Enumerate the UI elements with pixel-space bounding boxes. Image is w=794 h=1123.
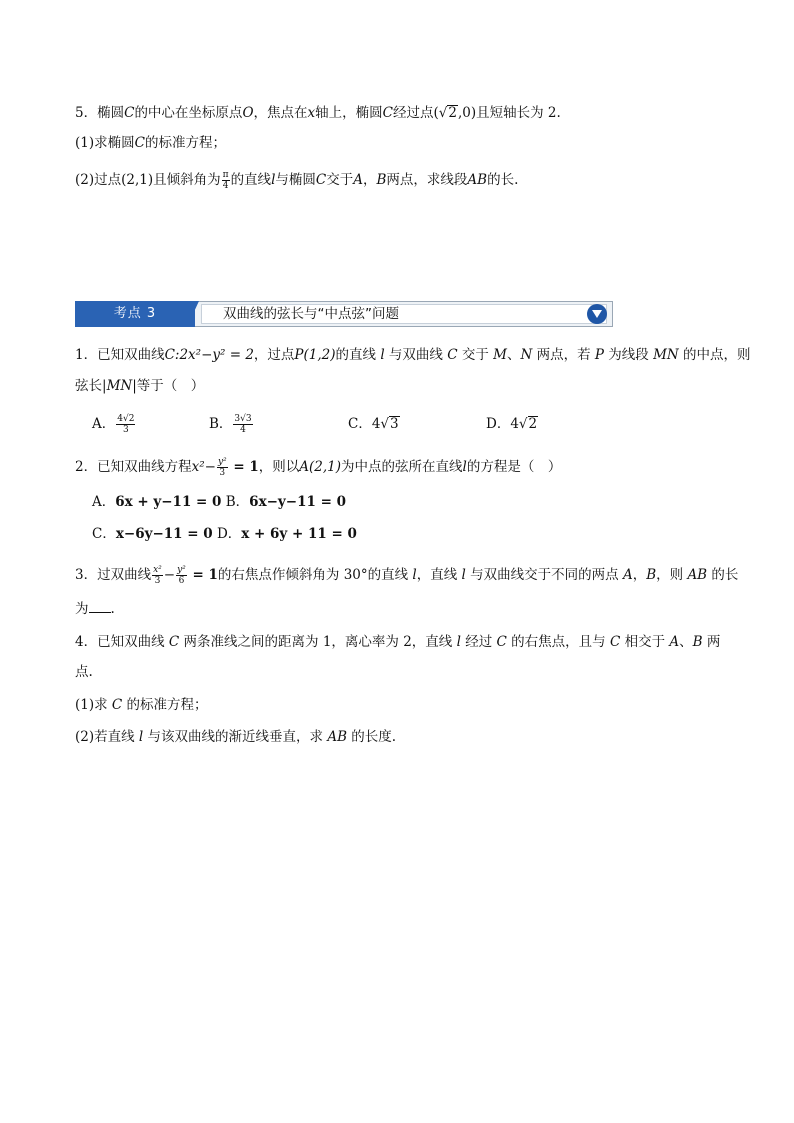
p4-part2: (2)若直线 l 与该双曲线的渐近线垂直，求 AB 的长度. [75,729,397,745]
sqrt-symbol: √2 [438,105,457,121]
sqrt-symbol: √2 [518,416,538,432]
p2-statement: 2．已知双曲线方程x²− $\frac{\text{y²}}{3}$ = 1，则以A(2,1)为中点的弦所在直线l的方程是（ ） [75,457,562,478]
p2-choice-d[interactable]: D．x + 6y + 11 = 0 [212,526,357,542]
q5-part2: (2)过点(2,1)且倾斜角为 $\frac{\pi}{4}$ 的直线l与椭圆C交于A，B两点，求线段AB的长. [75,170,519,191]
y2-over-6-fraction: $\frac{\text{y²}}{6}$ [177,565,186,586]
choice-b-fraction: $\frac{3√3}{4}$ [234,414,252,435]
p2-options-ab [92,492,346,512]
chevron-down-circle-icon[interactable] [587,304,607,324]
q5-statement: 5．椭圆C的中心在坐标原点O，焦点在x轴上，椭圆C经过点(√2,0)且短轴长为 2. [75,105,561,121]
p1-statement-line1: 1．已知双曲线C:2x²−y² = 2，过点P(1,2)的直线 l 与双曲线 C 交于 M、N 两点，若 P 为线段 MN 的中点，则 [75,347,751,363]
p2-choice-b[interactable]: B．6x−y−11 = 0 [221,494,346,510]
p1-choice-b[interactable]: B． $\frac{3√3}{4}$ [209,414,252,435]
q5-part1: (1)求椭圆C的标准方程； [75,135,226,151]
p3-statement-line1: 3．过双曲线 $\frac{\text{x²}}{3}$ − $\frac{\text{y²}}{6}$ = 1的右焦点作倾斜角为 30°的直线 l，直线 l 与双曲线交于不同的两点 A，B，则 AB 的长 [75,565,739,586]
p1-statement-line2: 弦长|MN|等于（ ） [75,378,205,394]
choice-a-fraction: $\frac{4√2}{3}$ [117,414,135,435]
y2-over-3-fraction: $\frac{\text{y²}}{3}$ [217,457,227,478]
p4-statement-line1: 4．已知双曲线 C 两条准线之间的距离为 1，离心率为 2，直线 l 经过 C 的右焦点，且与 C 相交于 A、B 两 [75,634,721,650]
p2-choice-a[interactable]: A．6x + y−11 = 0 [92,494,222,510]
p1-choice-d[interactable]: D．4√2 [486,416,538,432]
p2-options-cd [92,524,357,544]
p4-part1: (1)求 C 的标准方程； [75,697,208,713]
p2-choice-c[interactable]: C．x−6y−11 = 0 [92,526,213,542]
section-banner [75,301,613,327]
pi-over-4-fraction: $\frac{\pi}{4}$ [222,170,229,191]
section-title: 双曲线的弦长与“中点弦”问题 [223,306,399,322]
section-label: 考点 3 [75,301,195,327]
answer-blank[interactable] [89,600,111,613]
p1-choice-c[interactable]: C．4√3 [348,416,399,432]
sqrt-symbol: √3 [380,416,399,432]
p3-statement-line2: 为 . [75,601,115,617]
banner-label-tail [187,301,199,327]
p4-statement-line2: 点. [75,664,93,680]
p1-choice-a[interactable]: A． $\frac{4√2}{3}$ [92,414,135,435]
x2-over-3-fraction: $\frac{\text{x²}}{3}$ [153,565,162,586]
